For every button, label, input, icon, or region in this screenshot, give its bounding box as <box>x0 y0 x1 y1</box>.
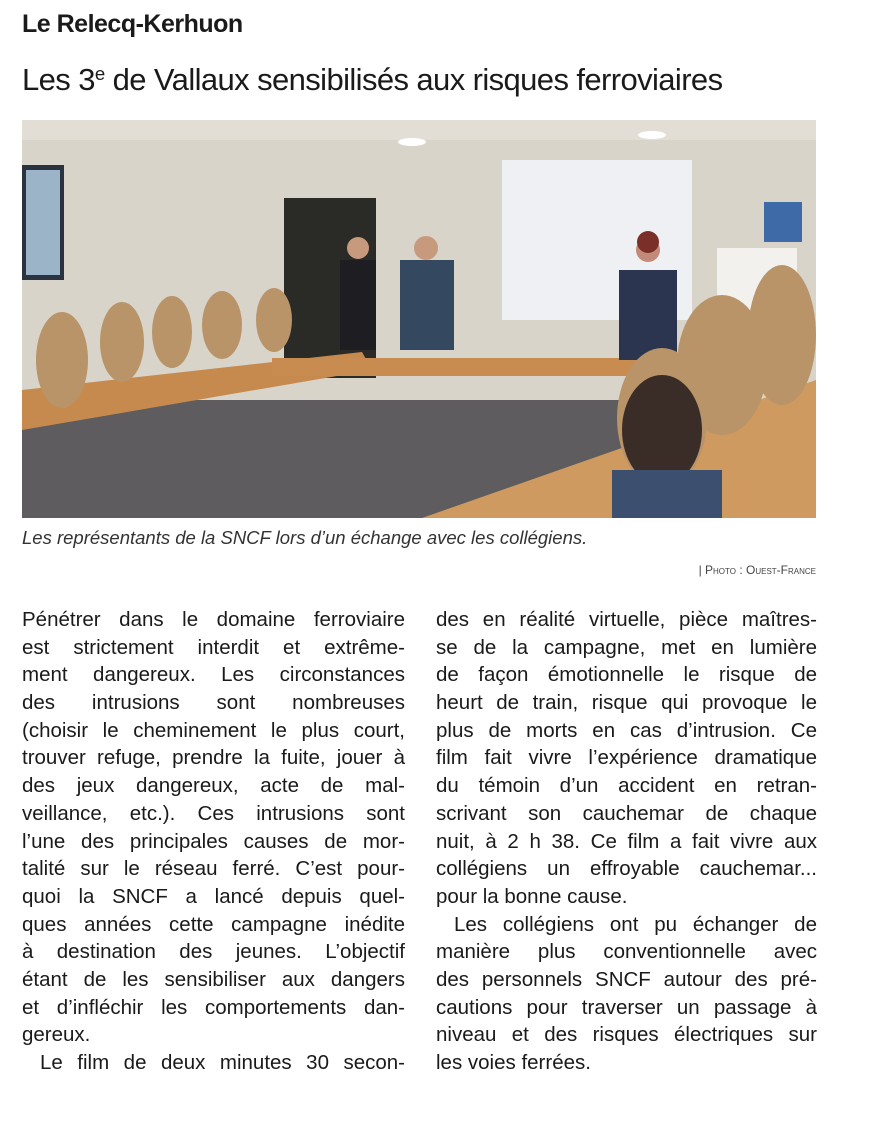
classroom-photo <box>22 120 816 518</box>
headline-end: de Vallaux sensibilisés aux risques ferroviaires <box>104 62 723 97</box>
body-text-line: Pénétrer dans le domaine ferroviaire <box>22 608 405 631</box>
body-text-line: collégiens un effroyable cauchemar... <box>436 857 817 881</box>
body-text-line: des intrusions sont nombreuses <box>22 691 405 715</box>
body-text-line: ment dangereux. Les circonstances <box>22 663 405 687</box>
body-text-line: Les collégiens ont pu échanger de <box>454 912 817 936</box>
body-text-line: veillance, etc.). Ces intrusions sont <box>22 801 405 825</box>
body-text-line: de façon émotionnelle le risque de <box>436 663 817 687</box>
article-column-right <box>436 606 817 1077</box>
body-text-line: des en réalité virtuelle, pièce maîtres- <box>436 608 817 631</box>
body-text-line: pour la bonne cause. <box>436 884 628 908</box>
headline-superscript: e <box>94 62 105 84</box>
body-text-line: (choisir le cheminement le plus court, <box>22 718 405 742</box>
body-text-line: trouver refuge, prendre la fuite, jouer à <box>22 746 405 770</box>
body-text-line: scrivant son cauchemar de chaque <box>436 801 817 825</box>
body-text-line: cautions pour traverser un passage à <box>436 995 817 1019</box>
body-text-line: quoi la SNCF a lancé depuis quel- <box>22 884 405 908</box>
body-text-line: étant de les sensibiliser aux dangers <box>22 967 405 991</box>
body-text-line: film fait vivre l’expérience dramatique <box>436 746 817 770</box>
body-text-line: à destination des jeunes. L’objectif <box>22 940 405 964</box>
article-column-left <box>22 606 405 1077</box>
body-text-line: du témoin d’un accident en retran- <box>436 774 817 798</box>
photo-credit: | Photo : Ouest-France <box>698 563 816 577</box>
body-text-line: niveau et des risques électriques sur <box>436 1023 817 1047</box>
body-text-line: et d’infléchir les comportements dan- <box>22 995 405 1019</box>
body-text-line: gereux. <box>22 1023 91 1047</box>
body-text-line: nuit, à 2 h 38. Ce film a fait vivre aux <box>436 829 817 853</box>
body-text-line: talité sur le réseau ferré. C’est pour- <box>22 857 405 881</box>
body-text-line: des jeux dangereux, acte de mal- <box>22 774 405 798</box>
body-text-line: se de la campagne, met en lumière <box>436 635 817 659</box>
body-text-line: Le film de deux minutes 30 secon- <box>40 1051 405 1074</box>
body-text-line: ques années cette campagne inédite <box>22 912 405 936</box>
body-text-line: plus de morts en cas d’intrusion. Ce <box>436 718 817 742</box>
body-text-line: les voies ferrées. <box>436 1051 591 1074</box>
body-text-line: heurt de train, risque qui provoque le <box>436 691 817 715</box>
photo-caption: Les représentants de la SNCF lors d’un échange avec les collégiens. <box>22 527 588 548</box>
body-text-line: manière plus conventionnelle avec <box>436 940 817 964</box>
body-text-line: l’une des principales causes de mor- <box>22 829 405 853</box>
body-text-line: est strictement interdit et extrême- <box>22 635 405 659</box>
article-photo <box>22 120 816 518</box>
body-text-line: des personnels SNCF autour des pré- <box>436 967 817 991</box>
article-headline <box>22 62 722 98</box>
headline-start: Les 3 <box>22 62 95 97</box>
article-kicker: Le Relecq-Kerhuon <box>22 10 243 38</box>
